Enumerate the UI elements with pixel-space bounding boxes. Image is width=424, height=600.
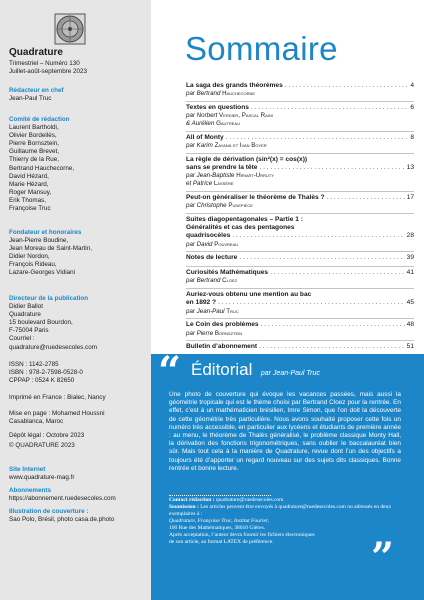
toc-author: Gautreau bbox=[216, 120, 240, 127]
committee-member: Marie Hézard, bbox=[9, 180, 49, 188]
toc-page-number: 28 bbox=[406, 232, 414, 240]
toc-author-prefix: par Norbert bbox=[186, 112, 218, 120]
legal-deposit: Dépôt légal : Octobre 2023 bbox=[9, 432, 85, 439]
toc-author-prefix: par Jean-Paul bbox=[186, 307, 225, 315]
print-info bbox=[9, 394, 106, 402]
legal-info bbox=[9, 432, 84, 440]
editor-block bbox=[9, 87, 64, 103]
toc-page-number: 39 bbox=[406, 254, 414, 262]
toc-author: Pudepiece bbox=[228, 202, 253, 209]
toc-entry[interactable] bbox=[186, 341, 414, 354]
close-quote-icon: ” bbox=[370, 534, 394, 581]
toc-author-prefix: par Jean-Baptiste bbox=[186, 172, 235, 180]
toc-entry[interactable] bbox=[186, 132, 414, 154]
toc-author-prefix: par Pierre bbox=[186, 329, 214, 337]
toc-entry-title: sans se prendre la tête bbox=[186, 164, 258, 171]
issue-period: Juillet-août-septembre 2023 bbox=[9, 68, 88, 76]
committee-member: Thierry de la Rue, bbox=[9, 156, 60, 164]
committee-member: Roger Mansuy, bbox=[9, 188, 52, 196]
toc-author-prefix: et Patrice bbox=[186, 180, 213, 187]
toc-author-prefix: par Bertrand bbox=[186, 277, 221, 285]
toc-page-number: 45 bbox=[406, 299, 414, 307]
cppap: CPPAP : 0524 K 82650 bbox=[9, 377, 75, 385]
toc-entry[interactable] bbox=[186, 289, 414, 319]
editorial-byline: par Jean-Paul Truc bbox=[260, 370, 320, 377]
director-line: F-75004 Paris bbox=[9, 327, 49, 335]
copyright: © QUADRATURE 2023 bbox=[9, 442, 75, 449]
committee-member: Erik Thomas, bbox=[9, 196, 46, 204]
toc-entry-title: Auriez-vous obtenu une mention au bac bbox=[186, 290, 312, 298]
toc-entry-title: La règle de dérivation (sin²(x) = cos(x)) bbox=[186, 155, 308, 163]
table-of-contents bbox=[186, 80, 414, 355]
issue-frequency: Trimestriel – Numéro 130 bbox=[9, 60, 80, 67]
subscriptions-block bbox=[9, 487, 116, 503]
isbn: ISBN : 978-2-7598-0528-0 bbox=[9, 369, 83, 377]
toc-entry-title: Curiosités Mathématiques bbox=[186, 268, 269, 276]
toc-author: Zayana et Ivan Boyer bbox=[214, 142, 267, 149]
committee-member: Olivier Bordellès, bbox=[9, 132, 57, 140]
toc-entry-title: Peut-on généraliser le théorème de Thalès ? bbox=[186, 193, 325, 201]
issn: ISSN : 1142-2785 bbox=[9, 361, 59, 368]
toc-entry-title: La saga des grands théorèmes bbox=[186, 82, 283, 89]
editorial-panel bbox=[151, 348, 424, 600]
copyright-info bbox=[9, 442, 75, 450]
toc-author-prefix: par Karim bbox=[186, 142, 213, 149]
contact-email[interactable]: quadrature@ruedesecoles.com bbox=[215, 497, 284, 503]
toc-entry-title: en 1892 ? bbox=[186, 299, 217, 307]
founders-block bbox=[9, 229, 92, 278]
printer: Imprimé en France : Bialec, Nancy bbox=[9, 394, 106, 401]
founders-heading: Fondateur et honoraires bbox=[9, 229, 82, 236]
editorial-heading bbox=[191, 360, 320, 380]
cover-heading: Illustration de couverture : bbox=[9, 508, 89, 515]
toc-author-prefix: par Bertrand bbox=[186, 90, 221, 98]
toc-entry[interactable] bbox=[186, 319, 414, 341]
toc-page-number: 48 bbox=[406, 321, 414, 329]
toc-author-prefix: par David bbox=[186, 240, 213, 248]
director-block bbox=[9, 295, 97, 352]
toc-page-number: 41 bbox=[406, 268, 414, 276]
editor-name: Jean-Paul Truc bbox=[9, 95, 52, 103]
toc-author: Hiriart-Urruty bbox=[236, 172, 275, 180]
toc-entry[interactable] bbox=[186, 252, 414, 266]
toc-page-number: 17 bbox=[406, 193, 414, 201]
contact-label: Contact rédaction : bbox=[169, 497, 215, 503]
toc-entry-title: Textes en questions bbox=[186, 104, 249, 111]
site-heading: Site Internet bbox=[9, 466, 46, 473]
toc-entry-title: quadrisocèles bbox=[186, 232, 231, 240]
editorial-title: Éditorial bbox=[191, 360, 253, 379]
toc-entry-title: All of Monty bbox=[186, 133, 224, 141]
site-url[interactable]: www.quadrature-mag.fr bbox=[9, 474, 75, 482]
submission-label: Soumission : bbox=[169, 504, 199, 510]
submission-text: Les articles peuvent être envoyés à quadrature@ruedesecoles.com ou adressés en deux exemplaires à : bbox=[169, 504, 392, 517]
cover-credit-block bbox=[9, 508, 114, 524]
divider bbox=[169, 495, 271, 496]
toc-page-number: 8 bbox=[410, 133, 414, 141]
toc-page-number: 6 bbox=[410, 104, 414, 111]
toc-entry-title: Notes de lecture bbox=[186, 254, 238, 262]
toc-author-prefix: par Christophe bbox=[186, 202, 227, 209]
subscriptions-heading: Abonnements bbox=[9, 487, 51, 494]
page-title: Sommaire bbox=[185, 30, 338, 67]
editorial-contact bbox=[169, 497, 401, 546]
director-email: quadrature@ruedesecoles.com bbox=[9, 343, 97, 351]
quadrature-logo-icon bbox=[54, 13, 86, 45]
founder: François Rideau, bbox=[9, 261, 57, 269]
toc-author: Pouvreau bbox=[214, 240, 239, 248]
founder: Didier Nordon, bbox=[9, 253, 50, 261]
magazine-name: Quadrature bbox=[9, 47, 63, 58]
toc-entry-title: Suites diagopentagonales – Partie 1 : bbox=[186, 215, 303, 223]
toc-author: Lassère bbox=[213, 180, 234, 187]
committee-heading: Comité de rédaction bbox=[9, 116, 70, 123]
toc-entry-title: Le Coin des problèmes bbox=[186, 321, 259, 329]
credits-sidebar bbox=[0, 0, 151, 600]
committee-member: Bertrand Hauchecorne, bbox=[9, 164, 75, 172]
director-line: Quadrature bbox=[9, 311, 41, 319]
open-quote-icon: “ bbox=[158, 348, 182, 395]
ids-block bbox=[9, 361, 83, 385]
toc-page-number: 4 bbox=[410, 82, 414, 89]
director-heading: Directeur de la publication bbox=[9, 295, 89, 302]
subscriptions-url[interactable]: https://abonnement.ruedesecoles.com bbox=[9, 495, 116, 503]
editorial-body: Une photo de couverture qui évoque les vacances passées, mais aussi la géométrie tropicale qui est le thème choisi par Bertrand Cloez pour la rentrée. En effet, c’est à un mathématicien brésilien, Imre Simon, que l’on doit la découverte de cette géométrie très particulière. Nous avons souhaité proposer cette fois un numéro très accessible, en particulier aux lycéens et étudiants de première année : au menu, le théorème de Thalès généralisé, le problème classique Monty Hall, la dérivation des fonctions trigonométriques, sans oublier le baccalauréat bien sûr. Mais tout cela à la manière de Quadrature, revue dont l’un des objectifs a toujours été d’apporter un regard nouveau sur des sujets dits classiques. Bonne rentrée et bonne lecture. bbox=[169, 391, 401, 472]
layout-credit: Mise en page : Mohamed Houssni bbox=[9, 410, 105, 417]
director-line: 15 boulevard Bourdon, bbox=[9, 319, 73, 327]
toc-author: Verdier, Pascal Raini bbox=[219, 112, 273, 120]
committee-block bbox=[9, 116, 74, 213]
committee-member: Guillaume Brevet, bbox=[9, 148, 60, 156]
toc-author: Truc bbox=[226, 307, 239, 315]
committee-member: Françoise Truc bbox=[9, 205, 51, 213]
founder: Jean Moreau de Saint-Martin, bbox=[9, 245, 92, 253]
founder: Lazare-Georges Vidiani bbox=[9, 269, 76, 277]
toc-entry[interactable] bbox=[186, 192, 414, 214]
committee-member: Pierre Bornsztein, bbox=[9, 140, 60, 148]
toc-entry[interactable] bbox=[186, 102, 414, 132]
toc-entry[interactable] bbox=[186, 80, 414, 102]
toc-author-prefix: & Aurélien bbox=[186, 120, 215, 127]
director-line: Didier Ballot bbox=[9, 303, 43, 311]
address-note: de son article, au format LATEX de préférence. bbox=[169, 539, 274, 545]
address-line: 100 Rue des Mathématiques, 38610 Gières. bbox=[169, 525, 266, 531]
toc-entry-title: Bulletin d’abonnement bbox=[186, 343, 258, 351]
toc-page-number: 13 bbox=[406, 164, 414, 171]
founder: Jean-Pierre Boudine, bbox=[9, 237, 69, 245]
layout-location: Casablanca, Maroc bbox=[9, 418, 64, 426]
toc-entry[interactable] bbox=[186, 154, 414, 192]
cover-credit: Sao Polo, Brésil, photo casa.de.photo bbox=[9, 516, 115, 524]
address-note: Après acceptation, l’auteur devra fournir les fichiers électroniques bbox=[169, 532, 315, 538]
issue-info bbox=[9, 60, 87, 76]
toc-entry[interactable] bbox=[186, 214, 414, 253]
site-block bbox=[9, 466, 74, 482]
director-line: Courriel : bbox=[9, 335, 35, 343]
editor-heading: Rédacteur en chef bbox=[9, 87, 64, 94]
toc-entry-title: Généralités et cas des pentagones bbox=[186, 224, 295, 231]
toc-page-number: 51 bbox=[406, 343, 414, 351]
toc-entry[interactable] bbox=[186, 267, 414, 289]
address-line: Quadrature, Françoise Truc, Institut Fourier, bbox=[169, 518, 269, 524]
toc-author: Bornsztein bbox=[214, 329, 243, 337]
toc-author: Cloez bbox=[222, 277, 238, 285]
layout-info bbox=[9, 410, 105, 426]
committee-member: David Hézard, bbox=[9, 172, 49, 180]
toc-author: Hauchecorne bbox=[222, 90, 256, 98]
committee-member: Laurent Bartholdi, bbox=[9, 124, 59, 132]
